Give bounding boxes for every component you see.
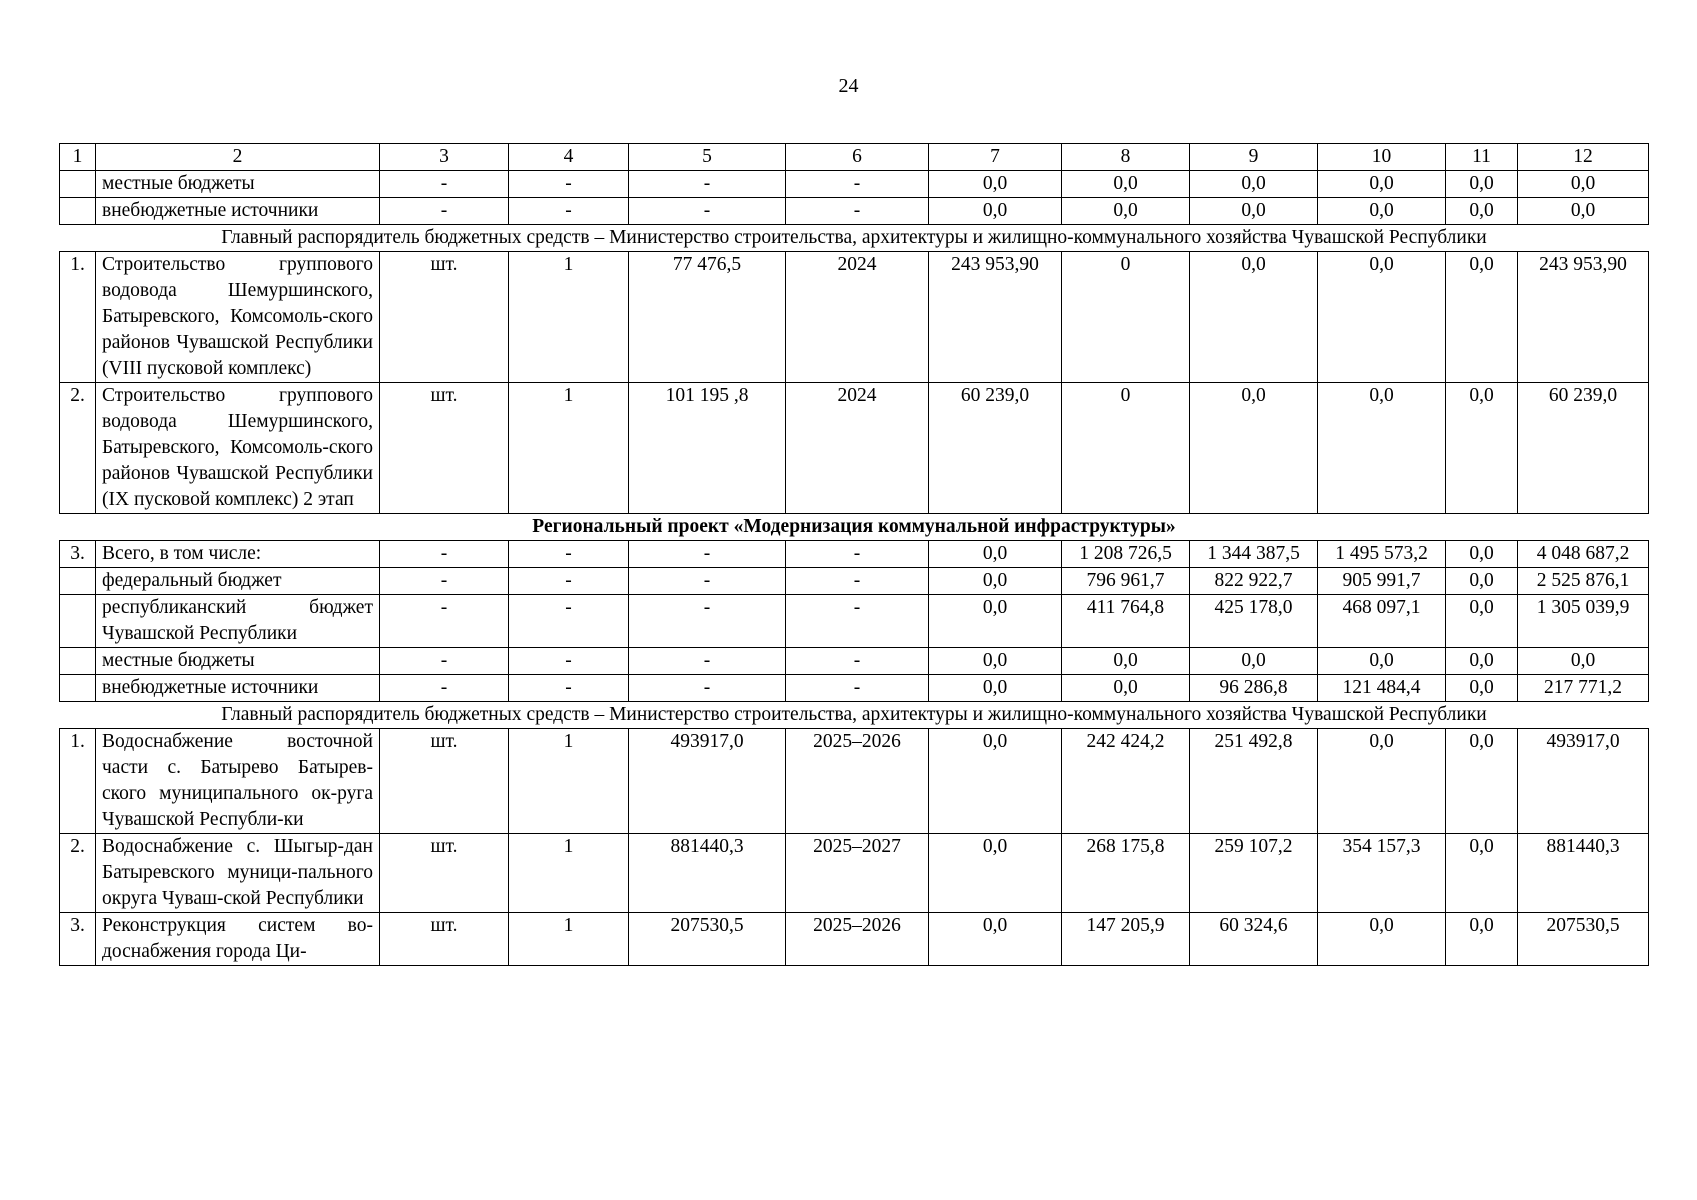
value-cell-10: 0,0: [1318, 383, 1446, 514]
value-cell-9: 0,0: [1190, 252, 1318, 383]
value-cell-9: 60 324,6: [1190, 913, 1318, 966]
value-cell-10: 354 157,3: [1318, 834, 1446, 913]
header-cell: 2: [96, 144, 380, 171]
value-cell-6: 2024: [786, 383, 929, 514]
value-cell-6: 2024: [786, 252, 929, 383]
value-cell-10: 468 097,1: [1318, 595, 1446, 648]
value-cell-3: -: [380, 568, 509, 595]
value-cell-8: 411 764,8: [1062, 595, 1190, 648]
value-cell-5: -: [629, 541, 786, 568]
table-row: [60, 198, 1649, 225]
value-cell-10: 0,0: [1318, 252, 1446, 383]
value-cell-5: -: [629, 198, 786, 225]
value-cell-6: -: [786, 198, 929, 225]
value-cell-4: -: [509, 595, 629, 648]
value-cell-8: 0: [1062, 383, 1190, 514]
item-name-cell: Реконструкция систем во-доснабжения города Ци-: [96, 913, 380, 966]
value-cell-12: 0,0: [1518, 198, 1649, 225]
header-cell: 6: [786, 144, 929, 171]
table-row: [60, 541, 1649, 568]
header-cell: 9: [1190, 144, 1318, 171]
item-name-cell: Водоснабжение восточной части с. Батырево Батырев-ского муниципального ок-руга Чувашской Республи-ки: [96, 729, 380, 834]
value-cell-7: 60 239,0: [929, 383, 1062, 514]
value-cell-8: 0,0: [1062, 198, 1190, 225]
value-cell-9: 0,0: [1190, 198, 1318, 225]
value-cell-12: 0,0: [1518, 648, 1649, 675]
value-cell-12: 2 525 876,1: [1518, 568, 1649, 595]
value-cell-9: 0,0: [1190, 171, 1318, 198]
value-cell-5: -: [629, 595, 786, 648]
table-row: [60, 648, 1649, 675]
value-cell-6: -: [786, 595, 929, 648]
value-cell-12: 207530,5: [1518, 913, 1649, 966]
row-number-cell: 3.: [60, 541, 96, 568]
section-heading-row: [60, 514, 1649, 541]
value-cell-5: 881440,3: [629, 834, 786, 913]
header-cell: 4: [509, 144, 629, 171]
row-number-cell: 1.: [60, 729, 96, 834]
item-name-cell: местные бюджеты: [96, 171, 380, 198]
item-name-cell: Строительство группового водовода Шемуршинского, Батыревского, Комсомоль-ского районов Чувашской Республики (VIII пусковой комплекс): [96, 252, 380, 383]
row-number-cell: 2.: [60, 383, 96, 514]
value-cell-4: -: [509, 198, 629, 225]
value-cell-3: -: [380, 198, 509, 225]
value-cell-11: 0,0: [1446, 675, 1518, 702]
value-cell-8: 0,0: [1062, 171, 1190, 198]
value-cell-8: 147 205,9: [1062, 913, 1190, 966]
value-cell-3: -: [380, 648, 509, 675]
value-cell-4: 1: [509, 913, 629, 966]
value-cell-10: 905 991,7: [1318, 568, 1446, 595]
value-cell-9: 259 107,2: [1190, 834, 1318, 913]
value-cell-8: 796 961,7: [1062, 568, 1190, 595]
value-cell-8: 268 175,8: [1062, 834, 1190, 913]
value-cell-6: -: [786, 675, 929, 702]
value-cell-10: 0,0: [1318, 648, 1446, 675]
table-header-row: [60, 144, 1649, 171]
value-cell-5: 101 195 ,8: [629, 383, 786, 514]
value-cell-6: 2025–2026: [786, 913, 929, 966]
value-cell-6: -: [786, 541, 929, 568]
value-cell-7: 0,0: [929, 568, 1062, 595]
table-row: [60, 568, 1649, 595]
table-row: [60, 171, 1649, 198]
row-number-cell: [60, 648, 96, 675]
budget-table: [59, 143, 1649, 966]
value-cell-9: 251 492,8: [1190, 729, 1318, 834]
table-row: [60, 595, 1649, 648]
value-cell-6: 2025–2026: [786, 729, 929, 834]
value-cell-9: 822 922,7: [1190, 568, 1318, 595]
value-cell-10: 121 484,4: [1318, 675, 1446, 702]
header-cell: 3: [380, 144, 509, 171]
value-cell-12: 493917,0: [1518, 729, 1649, 834]
value-cell-5: 493917,0: [629, 729, 786, 834]
row-number-cell: [60, 675, 96, 702]
table-row: [60, 383, 1649, 514]
value-cell-6: -: [786, 171, 929, 198]
value-cell-5: 77 476,5: [629, 252, 786, 383]
value-cell-7: 0,0: [929, 834, 1062, 913]
value-cell-8: 242 424,2: [1062, 729, 1190, 834]
header-cell: 1: [60, 144, 96, 171]
header-cell: 7: [929, 144, 1062, 171]
table-row: [60, 834, 1649, 913]
value-cell-5: 207530,5: [629, 913, 786, 966]
value-cell-11: 0,0: [1446, 648, 1518, 675]
value-cell-12: 243 953,90: [1518, 252, 1649, 383]
item-name-cell: Водоснабжение с. Шыгыр-дан Батыревского муници-пального округа Чуваш-ской Республики: [96, 834, 380, 913]
value-cell-5: -: [629, 675, 786, 702]
item-name-cell: местные бюджеты: [96, 648, 380, 675]
value-cell-6: -: [786, 568, 929, 595]
value-cell-8: 0: [1062, 252, 1190, 383]
value-cell-4: 1: [509, 834, 629, 913]
value-cell-10: 0,0: [1318, 171, 1446, 198]
header-cell: 10: [1318, 144, 1446, 171]
row-number-cell: 1.: [60, 252, 96, 383]
value-cell-10: 0,0: [1318, 198, 1446, 225]
row-number-cell: [60, 198, 96, 225]
value-cell-7: 0,0: [929, 913, 1062, 966]
value-cell-7: 0,0: [929, 595, 1062, 648]
row-number-cell: [60, 568, 96, 595]
value-cell-10: 0,0: [1318, 913, 1446, 966]
item-name-cell: федеральный бюджет: [96, 568, 380, 595]
value-cell-11: 0,0: [1446, 171, 1518, 198]
value-cell-3: шт.: [380, 834, 509, 913]
value-cell-8: 0,0: [1062, 675, 1190, 702]
value-cell-3: шт.: [380, 913, 509, 966]
value-cell-5: -: [629, 568, 786, 595]
item-name-cell: внебюджетные источники: [96, 675, 380, 702]
value-cell-6: -: [786, 648, 929, 675]
value-cell-11: 0,0: [1446, 729, 1518, 834]
table-row: [60, 252, 1649, 383]
value-cell-7: 0,0: [929, 171, 1062, 198]
row-number-cell: 2.: [60, 834, 96, 913]
value-cell-3: -: [380, 541, 509, 568]
section-heading-row: [60, 225, 1649, 252]
value-cell-10: 1 495 573,2: [1318, 541, 1446, 568]
value-cell-9: 0,0: [1190, 648, 1318, 675]
value-cell-4: -: [509, 541, 629, 568]
item-name-cell: внебюджетные источники: [96, 198, 380, 225]
value-cell-12: 0,0: [1518, 171, 1649, 198]
value-cell-11: 0,0: [1446, 383, 1518, 514]
header-cell: 8: [1062, 144, 1190, 171]
value-cell-3: -: [380, 675, 509, 702]
value-cell-11: 0,0: [1446, 198, 1518, 225]
row-number-cell: [60, 595, 96, 648]
value-cell-4: 1: [509, 252, 629, 383]
value-cell-3: -: [380, 595, 509, 648]
value-cell-12: 60 239,0: [1518, 383, 1649, 514]
value-cell-9: 0,0: [1190, 383, 1318, 514]
value-cell-4: -: [509, 648, 629, 675]
value-cell-12: 1 305 039,9: [1518, 595, 1649, 648]
budget-administrator-heading: Главный распорядитель бюджетных средств – Министерство строительства, архитектуры и жилищно-коммунального хозяйства Чувашской Республики: [60, 225, 1649, 252]
page-number: 24: [838, 75, 859, 97]
item-name-cell: Строительство группового водовода Шемуршинского, Батыревского, Комсомоль-ского районов Чувашской Республики (IX пусковой комплекс) 2 этап: [96, 383, 380, 514]
value-cell-9: 1 344 387,5: [1190, 541, 1318, 568]
value-cell-11: 0,0: [1446, 913, 1518, 966]
value-cell-4: 1: [509, 729, 629, 834]
value-cell-7: 243 953,90: [929, 252, 1062, 383]
value-cell-11: 0,0: [1446, 568, 1518, 595]
table-row: [60, 913, 1649, 966]
regional-project-title: Региональный проект «Модернизация коммунальной инфраструктуры»: [60, 514, 1649, 541]
header-cell: 11: [1446, 144, 1518, 171]
value-cell-4: -: [509, 675, 629, 702]
value-cell-3: шт.: [380, 252, 509, 383]
table-row: [60, 675, 1649, 702]
value-cell-11: 0,0: [1446, 541, 1518, 568]
value-cell-11: 0,0: [1446, 834, 1518, 913]
header-cell: 12: [1518, 144, 1649, 171]
value-cell-3: -: [380, 171, 509, 198]
value-cell-5: -: [629, 171, 786, 198]
table-row: [60, 729, 1649, 834]
value-cell-10: 0,0: [1318, 729, 1446, 834]
value-cell-7: 0,0: [929, 198, 1062, 225]
value-cell-6: 2025–2027: [786, 834, 929, 913]
value-cell-8: 0,0: [1062, 648, 1190, 675]
value-cell-4: 1: [509, 383, 629, 514]
value-cell-9: 96 286,8: [1190, 675, 1318, 702]
row-number-cell: [60, 171, 96, 198]
section-heading-row: [60, 702, 1649, 729]
value-cell-4: -: [509, 171, 629, 198]
header-cell: 5: [629, 144, 786, 171]
value-cell-12: 881440,3: [1518, 834, 1649, 913]
value-cell-7: 0,0: [929, 729, 1062, 834]
value-cell-11: 0,0: [1446, 252, 1518, 383]
value-cell-9: 425 178,0: [1190, 595, 1318, 648]
value-cell-3: шт.: [380, 729, 509, 834]
value-cell-8: 1 208 726,5: [1062, 541, 1190, 568]
row-number-cell: 3.: [60, 913, 96, 966]
item-name-cell: Всего, в том числе:: [96, 541, 380, 568]
value-cell-4: -: [509, 568, 629, 595]
value-cell-3: шт.: [380, 383, 509, 514]
value-cell-5: -: [629, 648, 786, 675]
value-cell-7: 0,0: [929, 648, 1062, 675]
value-cell-12: 217 771,2: [1518, 675, 1649, 702]
value-cell-12: 4 048 687,2: [1518, 541, 1649, 568]
value-cell-11: 0,0: [1446, 595, 1518, 648]
item-name-cell: республиканский бюджет Чувашской Республики: [96, 595, 380, 648]
value-cell-7: 0,0: [929, 541, 1062, 568]
budget-administrator-heading: Главный распорядитель бюджетных средств – Министерство строительства, архитектуры и жилищно-коммунального хозяйства Чувашской Республики: [60, 702, 1649, 729]
value-cell-7: 0,0: [929, 675, 1062, 702]
